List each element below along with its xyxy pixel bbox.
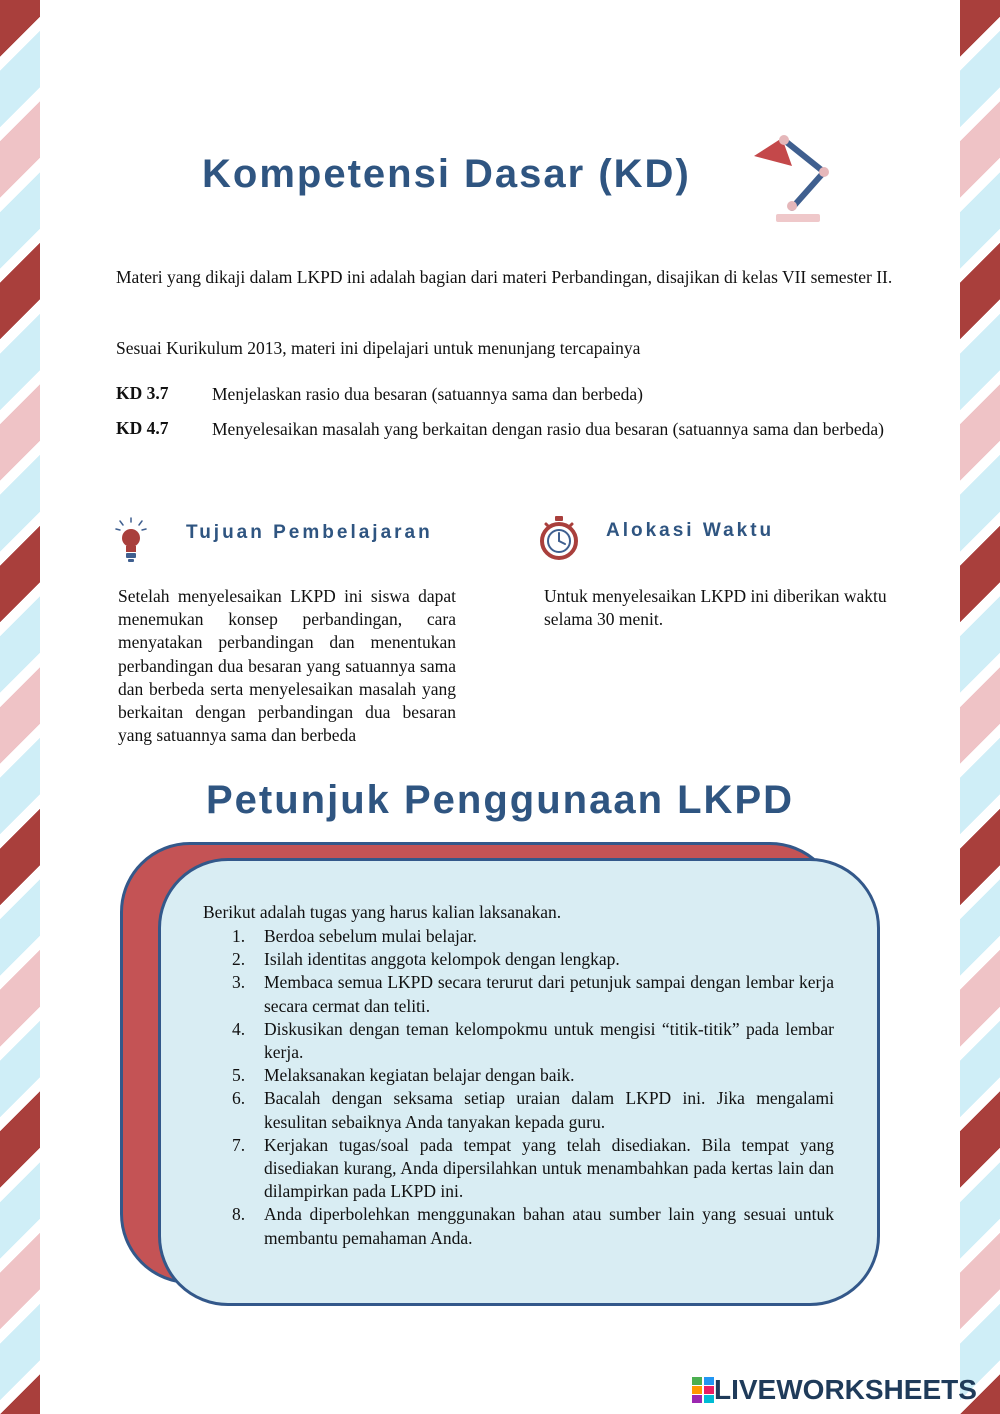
alokasi-title: Alokasi Waktu [606,520,775,541]
desk-lamp-icon [752,130,832,226]
step-text: Melaksanakan kegiatan belajar dengan baik. [264,1065,575,1086]
kd-code: KD 3.7 [116,383,169,403]
kd-code: KD 4.7 [116,418,169,438]
list-item [228,925,834,948]
liveworksheets-logo-icon [692,1377,714,1403]
logo-text: LIVEWORKSHEETS [714,1374,977,1405]
step-number: 1. [232,926,246,946]
left-decorative-stripe [0,0,40,1414]
page-title: Kompetensi Dasar (KD) [202,152,691,196]
step-text: Membaca semua LKPD secara terurut dari petunjuk sampai dengan lembar kerja secara cermat dan teliti. [264,972,834,1016]
step-number: 5. [232,1065,246,1086]
tujuan-text: Setelah menyelesaikan LKPD ini siswa dapat menemukan konsep perbandingan, cara menyatakan perbandingan dan menentukan perbandingan dua besaran yang satuannya sama dan berbeda serta menyelesaikan masalah yang berkaitan dengan perbandingan dua besaran yang satuannya sama dan berbeda [118,586,456,746]
list-item [228,1134,834,1204]
step-text: Diskusikan dengan teman kelompokmu untuk mengisi “titik-titik” pada lembar kerja. [264,1018,834,1063]
step-number: 7. [232,1134,246,1155]
intro-paragraph-1: Materi yang dikaji dalam LKPD ini adalah bagian dari materi Perbandingan, disajikan di kelas VII semester II. [116,267,893,287]
list-item [228,1203,834,1249]
list-item [228,948,834,971]
step-text: Anda diperbolehkan menggunakan bahan atau sumber lain yang sesuai untuk membantu pemahaman Anda. [264,1204,834,1248]
list-item [228,971,834,1017]
stopwatch-icon [538,515,580,561]
step-text: Bacalah dengan seksama setiap uraian dalam LKPD ini. Jika mengalami kesulitan sebaiknya Anda tanyakan kepada guru. [264,1088,834,1132]
list-item [228,1018,834,1064]
step-text: Berdoa sebelum mulai belajar. [264,926,477,946]
step-text: Kerjakan tugas/soal pada tempat yang telah disediakan. Bila tempat yang disediakan kurang, Anda dipersilahkan untuk menambahkan pada kertas lain dan dilampirkan pada LKPD ini. [264,1134,834,1202]
alokasi-text: Untuk menyelesaikan LKPD ini diberikan waktu selama 30 menit. [544,586,887,630]
step-number: 3. [232,972,246,993]
lightbulb-icon [114,516,148,564]
step-number: 2. [232,949,246,970]
intro-paragraph-2: Sesuai Kurikulum 2013, materi ini dipelajari untuk menunjang tercapainya [116,338,641,358]
liveworksheets-logo[interactable] [692,1374,977,1406]
kd-text: Menjelaskan rasio dua besaran (satuannya sama dan berbeda) [212,384,643,404]
list-item [228,1064,834,1087]
step-number: 8. [232,1204,246,1225]
petunjuk-title: Petunjuk Penggunaan LKPD [205,778,795,822]
step-text: Isilah identitas anggota kelompok dengan lengkap. [264,949,620,970]
step-number: 4. [232,1018,246,1039]
right-decorative-stripe [960,0,1000,1414]
list-item [228,1087,834,1133]
instruction-list [228,925,834,1250]
tujuan-title: Tujuan Pembelajaran [186,522,433,543]
step-number: 6. [232,1088,246,1109]
instruction-intro: Berikut adalah tugas yang harus kalian laksanakan. [203,902,562,922]
kd-text: Menyelesaikan masalah yang berkaitan dengan rasio dua besaran (satuannya sama dan berbeda) [212,419,885,439]
